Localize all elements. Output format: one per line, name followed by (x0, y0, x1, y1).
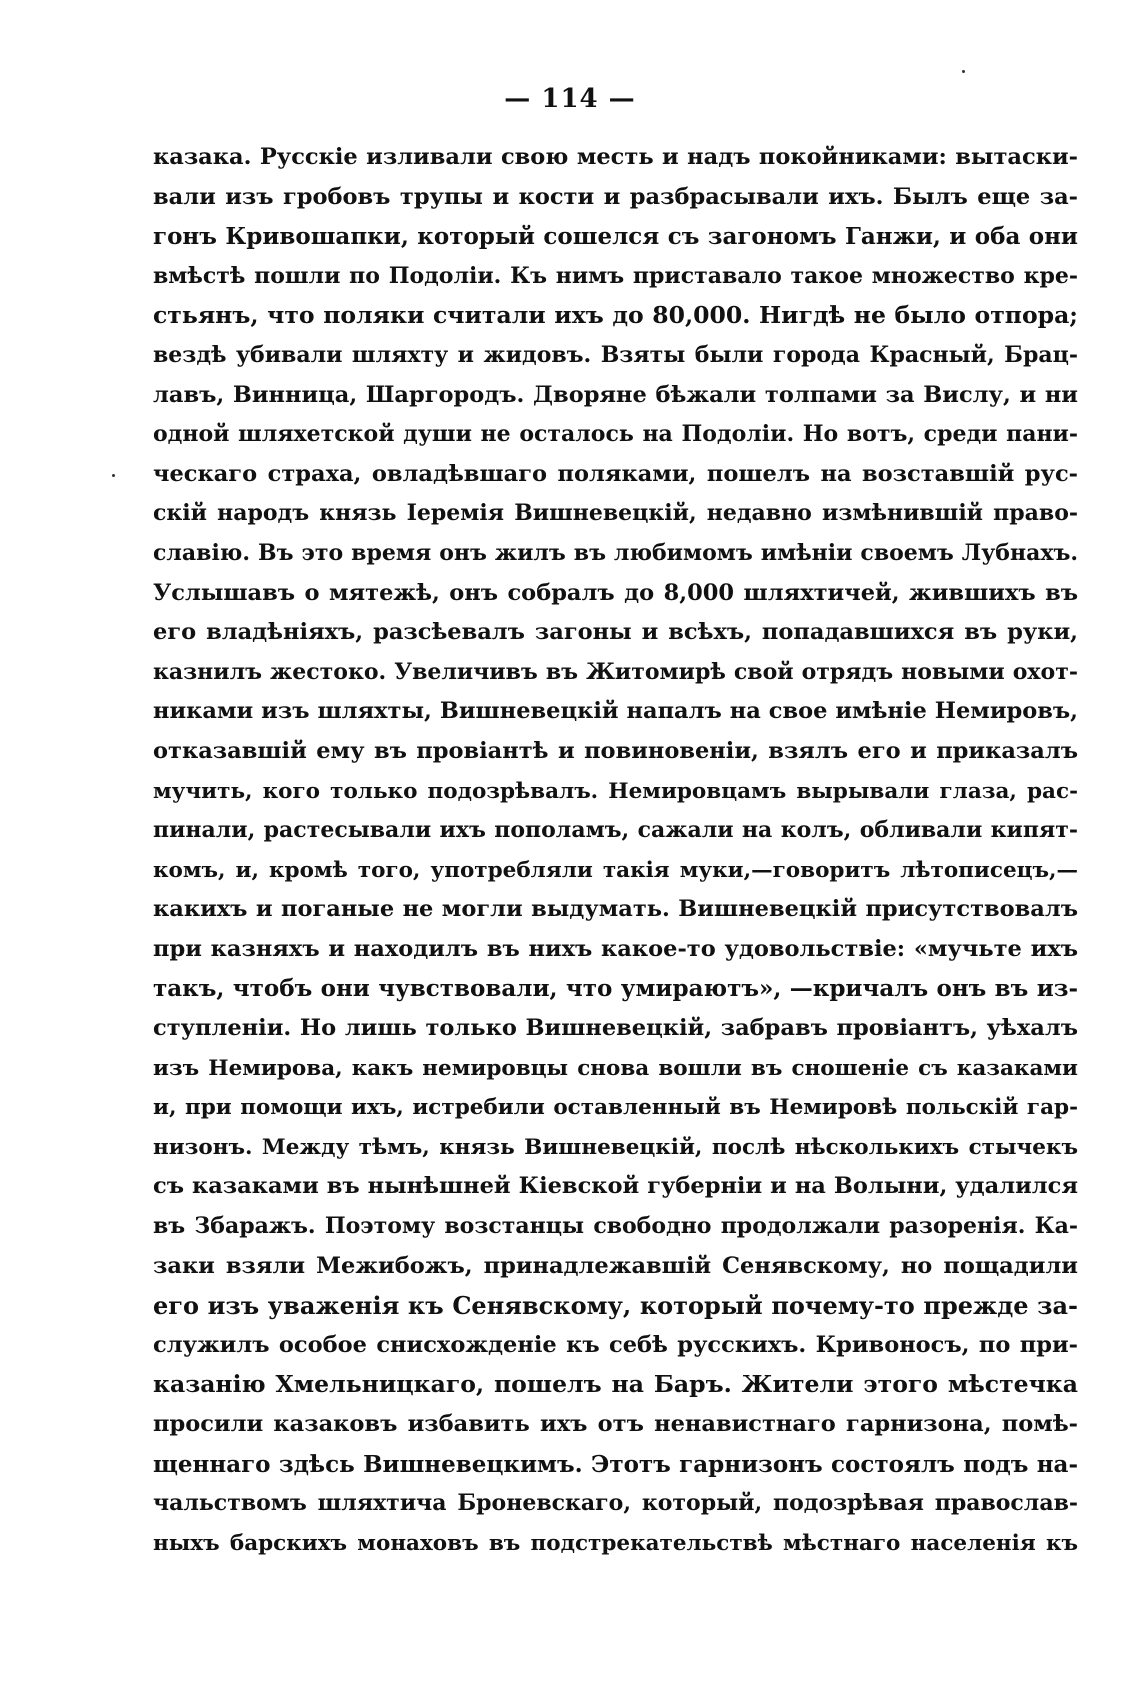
text-line: ческаго страха, овладѣвшаго поляками, пошелъ на возставшій рус- (153, 460, 1078, 487)
text-line: такъ, чтобъ они чувствовали, что умираютъ», —кричалъ онъ въ из- (153, 975, 1078, 1003)
text-line: просили казаковъ избавить ихъ отъ ненавистнаго гарнизона, помѣ- (153, 1411, 1078, 1437)
text-line: какихъ и поганые не могли выдумать. Вишневецкій присутствовалъ (153, 896, 1078, 923)
text-line: заки взяли Межибожъ, принадлежавшій Сенявскому, но пощадили (153, 1252, 1078, 1279)
page-number: — 114 — (504, 84, 636, 114)
print-speck (962, 70, 965, 73)
text-line: комъ, и, кромѣ того, употребляли такія муки,—говоритъ лѣтописецъ,— (153, 857, 1078, 883)
text-line: щеннаго здѣсь Вишневецкимъ. Этотъ гарнизонъ состоялъ подъ на- (153, 1450, 1078, 1478)
text-line: изъ Немирова, какъ немировцы снова вошли въ сношеніе съ казаками (153, 1055, 1078, 1081)
text-line: казанію Хмельницкаго, пошелъ на Баръ. Жители этого мѣстечка (153, 1370, 1078, 1399)
text-line: скій народъ князь Іеремія Вишневецкій, недавно измѣнившій право- (153, 500, 1078, 527)
text-line: при казняхъ и находилъ въ нихъ какое-то удовольствіе: «мучьте ихъ (153, 935, 1078, 962)
print-speck (112, 474, 115, 477)
text-line: ныхъ барскихъ монаховъ въ подстрекательствѣ мѣстнаго населенія къ (153, 1530, 1078, 1556)
text-line: казака. Русскіе изливали свою месть и надъ покойниками: вытаски- (153, 144, 1078, 170)
text-line: служилъ особое снисхожденіе къ себѣ русскихъ. Кривоносъ, по при- (153, 1331, 1078, 1358)
text-line: пинали, растесывали ихъ пополамъ, сажали на колъ, обливали кипят- (153, 817, 1078, 844)
text-line: его владѣніяхъ, разсѣевалъ загоны и всѣхъ, попадавшихся въ руки, (153, 619, 1078, 646)
body-text (153, 138, 1078, 1563)
text-line: никами изъ шляхты, Вишневецкій напалъ на свое имѣніе Немировъ, (153, 698, 1078, 725)
text-line: ступленіи. Но лишь только Вишневецкій, забравъ провіантъ, уѣхалъ (153, 1015, 1078, 1042)
text-line: одной шляхетской души не осталось на Подоліи. Но вотъ, среди пани- (153, 421, 1078, 448)
text-line: съ казаками въ нынѣшней Кіевской губерніи и на Волыни, удалился (153, 1173, 1078, 1200)
text-line: вмѣстѣ пошли по Подоліи. Къ нимъ приставало такое множество кре- (153, 262, 1078, 289)
text-line: мучить, кого только подозрѣвалъ. Немировцамъ вырывали глаза, рас- (153, 778, 1078, 804)
text-line: отказавшій ему въ провіантѣ и повиновеніи, взялъ его и приказалъ (153, 737, 1078, 764)
text-line: его изъ уваженія къ Сенявскому, который почему-то прежде за- (153, 1291, 1078, 1321)
text-line: въ Збаражъ. Поэтому возстанцы свободно продолжали разоренія. Ка- (153, 1213, 1078, 1240)
text-line: Услышавъ о мятежѣ, онъ собралъ до 8,000 шляхтичей, жившихъ въ (153, 579, 1078, 606)
text-line: вездѣ убивали шляхту и жидовъ. Взяты были города Красный, Брац- (153, 341, 1078, 368)
text-line: низонъ. Между тѣмъ, князь Вишневецкій, послѣ нѣсколькихъ стычекъ (153, 1134, 1078, 1160)
text-line: гонъ Кривошапки, который сошелся съ загономъ Ганжи, и оба они (153, 223, 1078, 251)
text-line: чальствомъ шляхтича Броневскаго, который, подозрѣвая православ- (153, 1490, 1078, 1517)
text-line: стьянъ, что поляки считали ихъ до 80,000. Нигдѣ не было отпора; (153, 301, 1078, 330)
text-line: славію. Въ это время онъ жилъ въ любимомъ имѣніи своемъ Лубнахъ. (153, 539, 1078, 566)
text-line: казнилъ жестоко. Увеличивъ въ Житомирѣ свой отрядъ новыми охот- (153, 658, 1078, 685)
text-line: вали изъ гробовъ трупы и кости и разбрасывали ихъ. Былъ еще за- (153, 183, 1078, 210)
text-line: и, при помощи ихъ, истребили оставленный въ Немировѣ польскій гар- (153, 1095, 1078, 1121)
text-line: лавъ, Винница, Шаргородъ. Дворяне бѣжали толпами за Вислу, и ни (153, 381, 1078, 408)
